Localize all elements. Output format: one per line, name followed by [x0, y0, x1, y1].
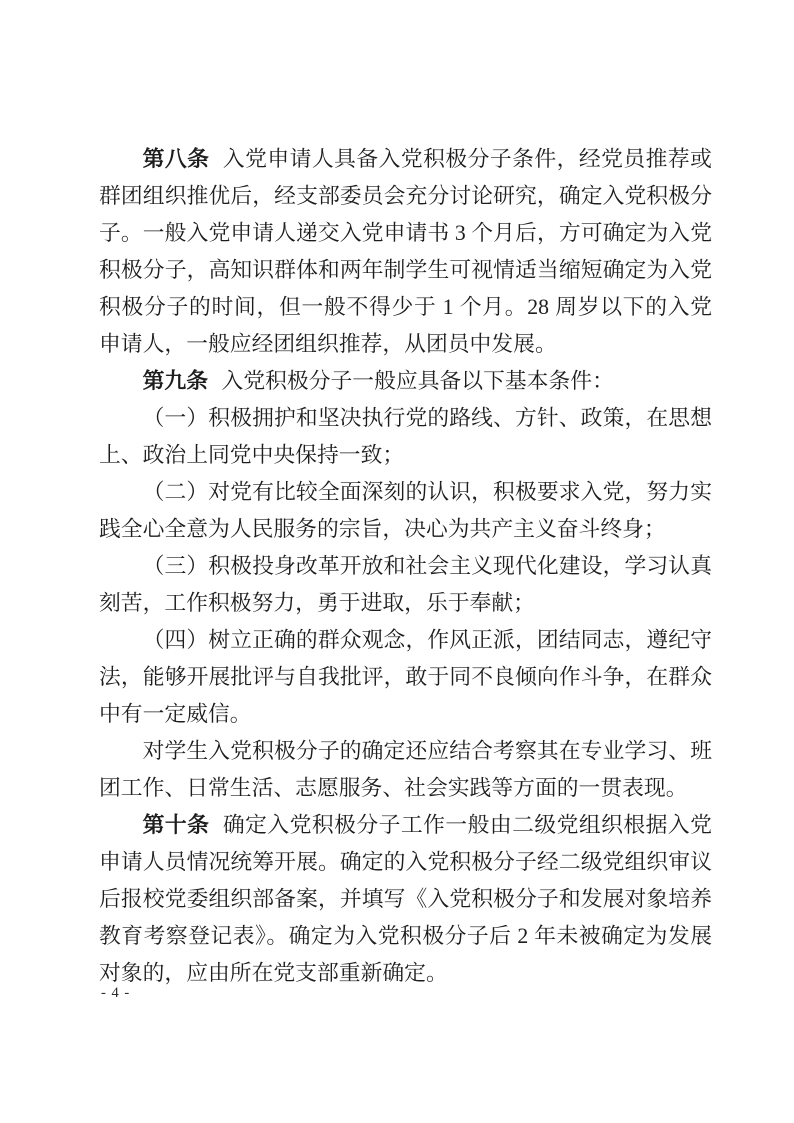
document-body [99, 141, 712, 992]
article-9-text: 入党积极分子一般应具备以下基本条件： [221, 369, 614, 393]
item-1-text: （一）积极拥护和坚决执行党的路线、方针、政策，在思想上、政治上同党中央保持一致； [99, 406, 712, 467]
paragraph-article-10 [99, 807, 712, 992]
article-8-heading: 第八条 [142, 147, 210, 171]
paragraph-item-2 [99, 474, 712, 548]
item-4-text: （四）树立正确的群众观念，作风正派，团结同志，遵纪守法，能够开展批评与自我批评，敢于同不良倾向作斗争，在群众中有一定威信。 [99, 628, 712, 726]
paragraph-item-3 [99, 548, 712, 622]
item-3-text: （三）积极投身改革开放和社会主义现代化建设，学习认真刻苦，工作积极努力，勇于进取，乐于奉献； [99, 554, 712, 615]
paragraph-item-1 [99, 400, 712, 474]
item-2-text: （二）对党有比较全面深刻的认识，积极要求入党，努力实践全心全意为人民服务的宗旨，决心为共产主义奋斗终身； [99, 480, 712, 541]
article-10-heading: 第十条 [142, 813, 210, 837]
page-number: - 4 - [101, 985, 131, 1001]
article-10-text: 确定入党积极分子工作一般由二级党组织根据入党申请人员情况统筹开展。确定的入党积极分子经二级党组织审议后报校党委组织部备案，并填写《入党积极分子和发展对象培养教育考察登记表》。确定为入党积极分子后 2 年未被确定为发展对象的，应由所在党支部重新确定。 [99, 813, 712, 985]
article-9-heading: 第九条 [142, 369, 208, 393]
student-note-text: 对学生入党积极分子的确定还应结合考察其在专业学习、班团工作、日常生活、志愿服务、社会实践等方面的一贯表现。 [99, 739, 712, 800]
paragraph-article-8 [99, 141, 712, 363]
paragraph-article-9 [99, 363, 712, 400]
paragraph-item-4 [99, 622, 712, 733]
article-8-text: 入党申请人具备入党积极分子条件，经党员推荐或群团组织推优后，经支部委员会充分讨论研究，确定入党积极分子。一般入党申请人递交入党申请书 3 个月后，方可确定为入党积极分子，高知识群体和两年制学生可视情适当缩短确定为入党积极分子的时间，但一般不得少于 1 个月。28 周岁以下的入党申请人，一般应经团组织推荐，从团员中发展。 [99, 147, 712, 356]
paragraph-student-note [99, 733, 712, 807]
